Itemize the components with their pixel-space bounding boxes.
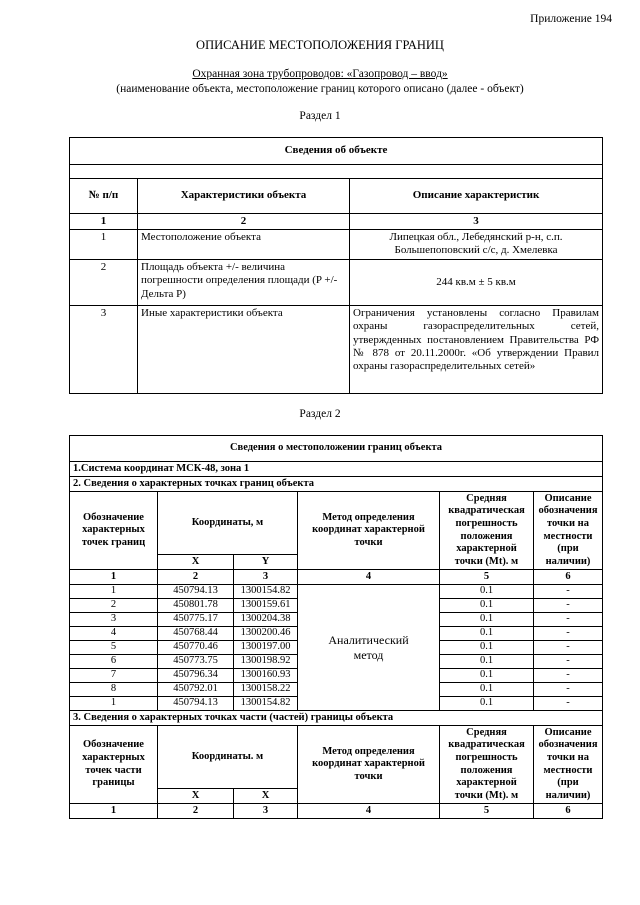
parts-header-x: X [158, 789, 234, 804]
index-cell: 6 [534, 804, 603, 819]
table-row [70, 306, 603, 394]
object-description: (наименование объекта, местоположение границ которого описано (далее - объект) [116, 83, 524, 95]
point-description: - [534, 655, 603, 669]
row-number: 1 [70, 230, 138, 260]
index-cell: 2 [158, 804, 234, 819]
index-cell: 1 [70, 804, 158, 819]
point-x: 450768.44 [158, 627, 234, 641]
point-y: 1300160.93 [234, 669, 298, 683]
method-value: Аналитический метод [298, 585, 440, 711]
index-cell: 1 [70, 570, 158, 585]
point-description: - [534, 627, 603, 641]
row-description: 244 кв.м ± 5 кв.м [350, 260, 603, 306]
parts-header-point-description: Описание обозначения точки на местности (при наличии) [534, 726, 603, 804]
spacer-row [70, 165, 603, 179]
header-point: Обозначение характерных точек границ [70, 492, 158, 570]
header-point-description: Описание обозначения точки на местности (при наличии) [534, 492, 603, 570]
point-x: 450792.01 [158, 683, 234, 697]
point-number: 3 [70, 613, 158, 627]
header-y: Y [234, 555, 298, 570]
point-number: 6 [70, 655, 158, 669]
point-accuracy: 0.1 [440, 585, 534, 599]
parts-header-point: Обозначение характерных точек части границы [70, 726, 158, 804]
point-y: 1300159.61 [234, 599, 298, 613]
appendix-number: Приложение 194 [530, 13, 612, 25]
point-y: 1300154.82 [234, 697, 298, 711]
row-description: Ограничения установлены согласно Правилам охраны газораспределительных сетей, утвержденных постановлением Правительства РФ № 878 от 20.11.2000г. «Об утверждении Правил охраны газораспределительных сетей» [350, 306, 603, 394]
parts-header-coordinates: Координаты. м [158, 726, 298, 789]
point-accuracy: 0.1 [440, 683, 534, 697]
parts-header-y: X [234, 789, 298, 804]
boundary-table [69, 435, 603, 819]
row-characteristic: Площадь объекта +/- величина погрешности определения площади (P +/- Дельта P) [138, 260, 350, 306]
section-1-label: Раздел 1 [299, 110, 341, 122]
point-y: 1300158.22 [234, 683, 298, 697]
index-cell: 1 [70, 214, 138, 230]
index-cell: 3 [234, 804, 298, 819]
point-number: 1 [70, 697, 158, 711]
header-description: Описание характеристик [350, 179, 603, 214]
point-accuracy: 0.1 [440, 627, 534, 641]
point-y: 1300200.46 [234, 627, 298, 641]
document-title: ОПИСАНИЕ МЕСТОПОЛОЖЕНИЯ ГРАНИЦ [196, 38, 444, 52]
point-number: 5 [70, 641, 158, 655]
coordinate-system: 1.Система координат МСК-48, зона 1 [70, 462, 603, 477]
index-cell: 5 [440, 570, 534, 585]
point-accuracy: 0.1 [440, 641, 534, 655]
point-description: - [534, 669, 603, 683]
point-x: 450773.75 [158, 655, 234, 669]
table-row [70, 260, 603, 306]
point-number: 1 [70, 585, 158, 599]
point-x: 450770.46 [158, 641, 234, 655]
parts-section-title: 3. Сведения о характерных точках части (частей) границы объекта [70, 711, 603, 726]
object-info-table [69, 137, 603, 394]
point-accuracy: 0.1 [440, 697, 534, 711]
boundary-title: Сведения о местоположении границ объекта [70, 436, 603, 462]
header-x: X [158, 555, 234, 570]
table-row [70, 230, 603, 260]
object-name: Охранная зона трубопроводов: «Газопровод – ввод» [192, 68, 448, 80]
row-number: 3 [70, 306, 138, 394]
header-coordinates: Координаты, м [158, 492, 298, 555]
point-y: 1300154.82 [234, 585, 298, 599]
index-cell: 2 [158, 570, 234, 585]
point-x: 450794.13 [158, 697, 234, 711]
parts-header-method: Метод определения координат характерной точки [298, 726, 440, 804]
header-method: Метод определения координат характерной точки [298, 492, 440, 570]
index-cell: 4 [298, 570, 440, 585]
point-number: 2 [70, 599, 158, 613]
object-info-title: Сведения об объекте [70, 138, 603, 165]
index-cell: 2 [138, 214, 350, 230]
point-number: 4 [70, 627, 158, 641]
point-number: 8 [70, 683, 158, 697]
point-accuracy: 0.1 [440, 655, 534, 669]
row-characteristic: Местоположение объекта [138, 230, 350, 260]
point-x: 450775.17 [158, 613, 234, 627]
point-accuracy: 0.1 [440, 669, 534, 683]
index-cell: 6 [534, 570, 603, 585]
points-body [70, 585, 603, 711]
header-characteristic: Характеристики объекта [138, 179, 350, 214]
point-description: - [534, 599, 603, 613]
index-cell: 4 [298, 804, 440, 819]
point-description: - [534, 641, 603, 655]
point-accuracy: 0.1 [440, 599, 534, 613]
point-description: - [534, 683, 603, 697]
point-x: 450801.78 [158, 599, 234, 613]
point-number: 7 [70, 669, 158, 683]
header-number: № п/п [70, 179, 138, 214]
header-accuracy: Средняя квадратическая погрешность положения характерной точки (Mt). м [440, 492, 534, 570]
row-number: 2 [70, 260, 138, 306]
point-x: 450794.13 [158, 585, 234, 599]
point-accuracy: 0.1 [440, 613, 534, 627]
point-y: 1300198.92 [234, 655, 298, 669]
point-x: 450796.34 [158, 669, 234, 683]
point-description: - [534, 697, 603, 711]
index-cell: 3 [350, 214, 603, 230]
points-section-title: 2. Сведения о характерных точках границ объекта [70, 477, 603, 492]
row-description: Липецкая обл., Лебедянский р-н, с.п. Большепоповский с/с, д. Хмелевка [350, 230, 603, 260]
point-y: 1300197.00 [234, 641, 298, 655]
point-y: 1300204.38 [234, 613, 298, 627]
row-characteristic: Иные характеристики объекта [138, 306, 350, 394]
section-2-label: Раздел 2 [299, 408, 341, 420]
point-description: - [534, 585, 603, 599]
index-cell: 3 [234, 570, 298, 585]
index-cell: 5 [440, 804, 534, 819]
table-row [70, 585, 603, 599]
parts-header-accuracy: Средняя квадратическая погрешность положения характерной точки (Mt). м [440, 726, 534, 804]
point-description: - [534, 613, 603, 627]
